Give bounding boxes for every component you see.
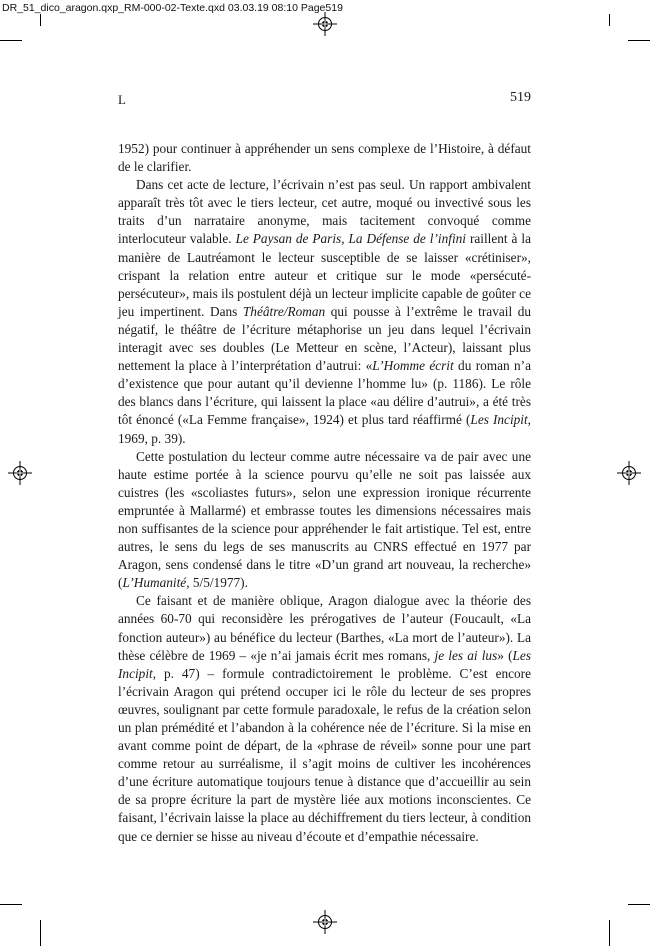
italic-title: La Défense de l’infini — [348, 231, 466, 247]
italic-title: Le Paysan de Paris — [235, 231, 342, 247]
text-run: , p. 47) – formule contradictoirement le problème. C’est encore l’écrivain Aragon qui prétend occuper ici le rôle du lecteur de ses propres œuvres, soulignant par cette formule paradoxale, le refus de la création selon un plan prémédité et l’abandon à la cohérence née de l’écriture. Si la mise en avant comme point de départ, de la «phrase de réveil» sonne pour une part comme retour au surréalisme, il s’agit moins de cultiver les incohérences d’une écriture automatique toujours tenue à distance que d’accueillir au sein de sa propre écriture la part de mystère liée aux motions inconscientes. Ce faisant, l’écrivain laisse la place au déchiffrement du tiers lecteur, à condition que ce dernier se hisse au niveau d’écoute et d’empathie nécessaire. — [118, 665, 531, 844]
text-run: Cette postulation du lecteur comme autre nécessaire va de pair avec une haute estime portée à la science pourvu qu’elle ne soit pas laissée aux cuistres (les «scoliastes futurs», selon une expression ironique récurrente empruntée à Mallarmé) et embrasse toutes les dimensions nécessaires mais non suffisantes de la science pour appréhender le fait artistique. Tel est, entre autres, le sens du legs de ses manuscrits au CNRS effectué en 1977 par Aragon, sens condensé dans le titre «D’un grand art nouveau, la recherche» ( — [118, 448, 531, 591]
registration-mark-left-icon — [8, 461, 32, 485]
text-run: 1952) pour continuer à appréhender un sens complexe de l’Histoire, à défaut de le clarifier. — [118, 141, 531, 175]
text-run: , 5/5/1977). — [186, 575, 248, 591]
paragraph — [118, 176, 531, 447]
text-run: Ce faisant et de manière oblique, Aragon dialogue avec la théorie des années 60-70 qui reconsidère les prérogatives de l’auteur (Foucault, «La fonction auteur») au bénéfice du lecteur (Barthes, «La mort de l’auteur»). La thèse célèbre de 1969 – «je n’ai jamais écrit mes romans, — [118, 593, 531, 663]
body-text — [118, 140, 531, 846]
italic-title: je les ai lus — [434, 647, 498, 663]
text-run: Dans cet acte de lecture, l’écrivain n’est pas seul. Un rapport ambivalent apparaît très tôt avec le tiers lecteur, cet autre, moqué ou invectivé sous les traits d’un narrataire anonyme, mais tacitement convoqué comme interlocuteur valable. — [118, 177, 531, 247]
text-run: du roman n’a d’existence que pour autant qu’il devienne l’homme lu» (p. 1186). Le rôle des blancs dans l’écriture, qui laissent la place «au délire d’autrui», a été très tôt énoncé («La Femme française», 1924) et plus tard réaffirmé ( — [118, 358, 532, 428]
italic-title: L’Homme écrit — [372, 358, 454, 374]
italic-title: Les Incipit — [118, 647, 531, 681]
text-run: , — [341, 231, 349, 247]
page-number: 519 — [510, 90, 531, 105]
text-run: qui pousse à l’extrême le travail du négatif, le théâtre de l’écriture métaphorise un jeu dans lequel l’écrivain interagit avec ses doubles (Le Metteur en scène, l’Acteur), laissant plus nettement la place à l’interprétation d’autrui: « — [118, 303, 532, 374]
print-slug: DR_51_dico_aragon.qxp_RM-000-02-Texte.qxd 03.03.19 08:10 Page519 — [2, 2, 343, 14]
text-run: , 1969, p. 39). — [118, 412, 531, 446]
text-run: » ( — [497, 647, 513, 663]
italic-title: Les Incipit — [470, 412, 528, 428]
italic-title: L’Humanité — [122, 575, 187, 591]
running-head-letter: L — [118, 92, 126, 107]
registration-mark-right-icon — [617, 461, 641, 485]
text-run: raillent à la manière de Lautréamont le lecteur susceptible de se laisser «crétiniser», crispant la relation entre auteur et critique sur le mode «persécuté-persécuteur», mais ils postulent déjà un lecteur implicite capable de goûter ce jeu impertinent. Dans — [118, 231, 532, 319]
italic-title: Théâtre/Roman — [242, 303, 326, 319]
paragraph — [118, 140, 531, 176]
paragraph — [118, 592, 531, 845]
registration-mark-bottom-icon — [313, 910, 337, 934]
paragraph — [118, 448, 531, 593]
registration-mark-top-icon — [313, 12, 337, 36]
